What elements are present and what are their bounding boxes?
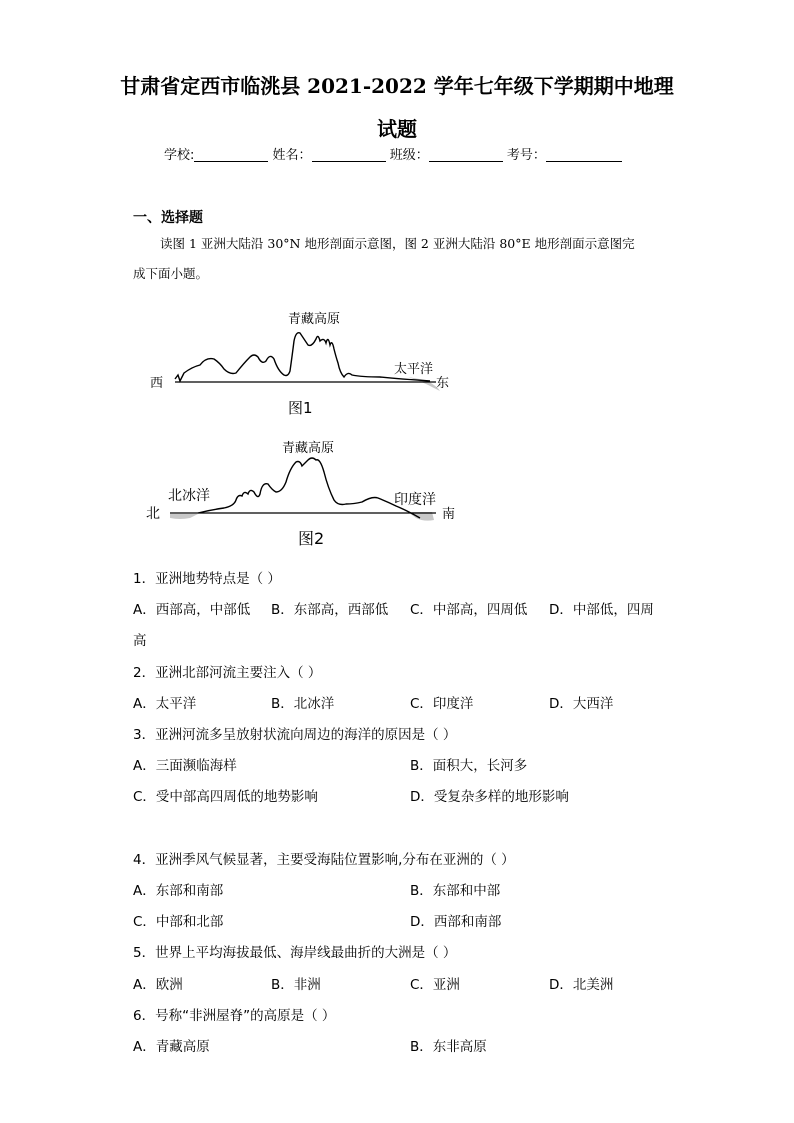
q5-option-c[interactable]: C．亚洲 (410, 977, 460, 993)
terrain-line (198, 458, 420, 518)
name-field[interactable] (312, 147, 386, 162)
q2-option-b[interactable]: B．北冰洋 (271, 696, 335, 712)
q1-option-b[interactable]: B．东部高，西部低 (271, 602, 389, 618)
question-1-stem: 1．亚洲地势特点是（ ） (133, 571, 281, 587)
q5-option-a[interactable]: A．欧洲 (133, 977, 183, 993)
exam-number-label: 考号： (506, 148, 546, 163)
section-heading: 一、选择题 (133, 210, 203, 226)
question-3-stem: 3．亚洲河流多呈放射状流向周边的海洋的原因是（ ） (133, 727, 457, 743)
question-4-stem: 4．亚洲季风气候显著，主要受海陆位置影响,分布在亚洲的（ ） (133, 852, 515, 868)
page-title: 甘肃省定西市临洮县 2021-2022 学年七年级下学期期中地理 (120, 74, 674, 98)
q4-option-d[interactable]: D．西部和南部 (410, 914, 502, 930)
q3-option-b[interactable]: B．面积大，长河多 (410, 758, 528, 774)
east-label: 东 (436, 376, 450, 391)
q1-option-c[interactable]: C．中部高，四周低 (410, 602, 528, 618)
plateau-label: 青藏高原 (282, 441, 335, 456)
q5-option-d[interactable]: D．北美洲 (549, 977, 614, 993)
q5-option-b[interactable]: B．非洲 (271, 977, 321, 993)
q2-option-a[interactable]: A．太平洋 (133, 696, 197, 712)
question-6-stem: 6．号称“非洲屋脊”的高原是（ ） (133, 1008, 336, 1024)
north-label: 北 (146, 506, 160, 522)
question-5-stem: 5．世界上平均海拔最低、海岸线最曲折的大洲是（ ） (133, 945, 457, 961)
school-field[interactable] (194, 147, 268, 162)
q4-option-a[interactable]: A．东部和南部 (133, 883, 224, 899)
name-label: 姓名： (272, 148, 312, 163)
q1-option-d[interactable]: D．中部低，四周 (549, 602, 654, 618)
q6-option-b[interactable]: B．东非高原 (410, 1039, 487, 1055)
plateau-label: 青藏高原 (288, 312, 341, 327)
exam-number-field[interactable] (546, 147, 622, 162)
q3-option-c[interactable]: C．受中部高四周低的地势影响 (133, 789, 318, 805)
q3-option-d[interactable]: D．受复杂多样的地形影响 (410, 789, 569, 805)
page-title-line2: 试题 (377, 117, 417, 141)
q2-option-c[interactable]: C．印度洋 (410, 696, 474, 712)
q1-option-a[interactable]: A．西部高，中部低 (133, 602, 251, 618)
q4-option-b[interactable]: B．东部和中部 (410, 883, 501, 899)
figure-1-profile (140, 305, 470, 417)
student-info-line (164, 144, 622, 163)
q2-option-d[interactable]: D．大西洋 (549, 696, 614, 712)
class-label: 班级： (389, 148, 429, 163)
q1-option-d-wrap: 高 (133, 633, 147, 649)
intro-line-2: 成下面小题。 (133, 266, 209, 281)
school-label: 学校: (164, 148, 195, 163)
arctic-ocean-label: 北冰洋 (168, 488, 210, 504)
west-label: 西 (150, 376, 164, 391)
figure-1-caption: 图1 (288, 399, 313, 417)
q3-option-a[interactable]: A．三面濒临海样 (133, 758, 237, 774)
terrain-line (175, 333, 430, 381)
figure-2-caption: 图2 (298, 529, 325, 548)
figure-2-profile (140, 432, 470, 552)
indian-ocean-label: 印度洋 (394, 492, 436, 508)
class-field[interactable] (429, 147, 503, 162)
intro-line-1: 读图 1 亚洲大陆沿 30°N 地形剖面示意图，图 2 亚洲大陆沿 80°E 地形剖面示意图完 (160, 236, 635, 251)
question-2-stem: 2．亚洲北部河流主要注入（ ） (133, 665, 322, 681)
q4-option-c[interactable]: C．中部和北部 (133, 914, 224, 930)
pacific-label: 太平洋 (394, 362, 434, 377)
south-label: 南 (442, 507, 456, 522)
q6-option-a[interactable]: A．青藏高原 (133, 1039, 210, 1055)
ocean-shade-north (170, 514, 198, 519)
